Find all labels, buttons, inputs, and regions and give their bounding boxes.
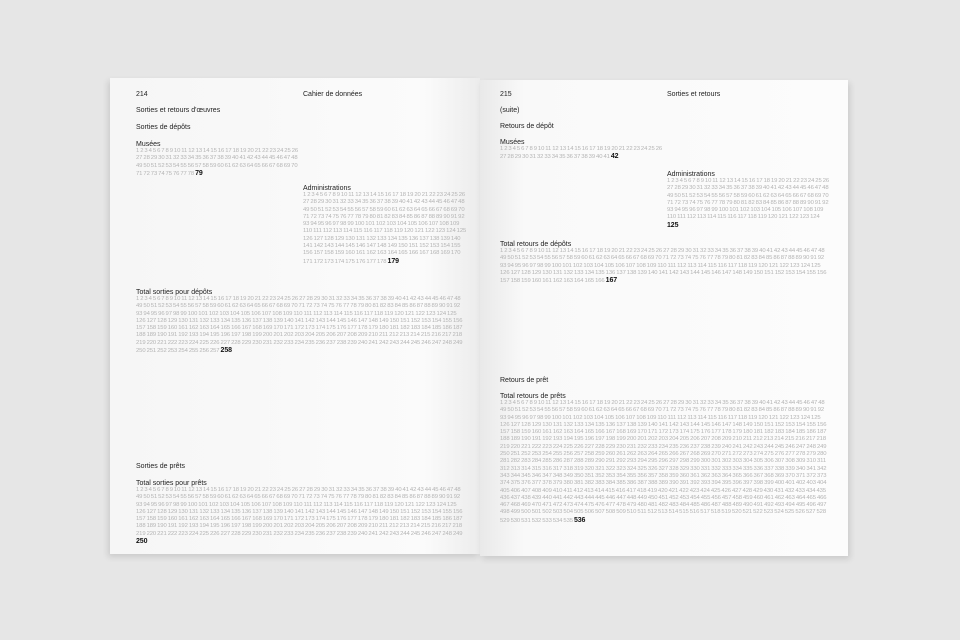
block-label: Administrations bbox=[667, 171, 715, 178]
block-label: Total retours de dépôts bbox=[500, 241, 572, 248]
continued-label: (suite) bbox=[500, 107, 520, 114]
subsection-title: Retours de prêt bbox=[500, 377, 549, 384]
block-label: Total retours de prêts bbox=[500, 393, 566, 400]
total-count: 179 bbox=[387, 257, 399, 265]
page-number: 215 bbox=[500, 91, 512, 98]
number-list: 1 2 3 4 5 6 7 8 9 10 11 12 13 14 15 16 17 18 19 20 21 22 23 24 25 26 27 28 29 30 31 32 33 34 35 36 37 38 39 40 41 42 43 44 45 46 47 48 49 50 51 52 53 54 55 56 57 58 59 60 61 62 63 64 65 66 67 68 69 70 71 72 73 74 75 76 77 78 79 80 81 82 83 84 85 86 87 88 89 90 91 92 93 94 95 96 97 98 99 100 101 102 103 104 105 106 107 108 109 110 111 112 113 114 115 116 117 118 119 120 121 122 123 124 125 126 127 128 129 130 131 132 133 134 135 136 137 138 139 140 141 142 143 144 145 146 147 148 149 150 151 152 153 154 155 156 157 158 159 160 161 162 163 164 165 166 167 168 169 170 171 172 173 174 175 176 177 178 179 bbox=[303, 192, 467, 265]
block-label: Total sorties pour prêts bbox=[136, 480, 207, 487]
subsection-title: Retours de dépôt bbox=[500, 123, 554, 130]
number-list: 1 2 3 4 5 6 7 8 9 10 11 12 13 14 15 16 17 18 19 20 21 22 23 24 25 26 27 28 29 30 31 32 33 34 35 36 37 38 39 40 41 42 bbox=[500, 146, 663, 161]
block-label: Musées bbox=[500, 139, 525, 146]
page-number: 214 bbox=[136, 91, 148, 98]
total-count: 536 bbox=[573, 516, 586, 524]
total-count: 42 bbox=[610, 153, 619, 161]
total-count: 258 bbox=[220, 347, 232, 355]
number-list: 1 2 3 4 5 6 7 8 9 10 11 12 13 14 15 16 17 18 19 20 21 22 23 24 25 26 27 28 29 30 31 32 33 34 35 36 37 38 39 40 41 42 43 44 45 46 47 48 49 50 51 52 53 54 55 56 57 58 59 60 61 62 63 64 65 66 67 68 69 70 71 72 73 74 75 76 77 78 79 80 81 82 83 84 85 86 87 88 89 90 91 92 93 94 95 96 97 98 99 100 101 102 103 104 105 106 107 108 109 110 111 112 113 114 115 116 117 118 119 120 121 122 123 124 125 bbox=[667, 178, 830, 229]
block-label: Musées bbox=[136, 141, 161, 148]
number-list: 1 2 3 4 5 6 7 8 9 10 11 12 13 14 15 16 17 18 19 20 21 22 23 24 25 26 27 28 29 30 31 32 33 34 35 36 37 38 39 40 41 42 43 44 45 46 47 48 49 50 51 52 53 54 55 56 57 58 59 60 61 62 63 64 65 66 67 68 69 70 71 72 73 74 75 76 77 78 79 80 81 82 83 84 85 86 87 88 89 90 91 92 93 94 95 96 97 98 99 100 101 102 103 104 105 106 107 108 109 110 111 112 113 114 115 116 117 118 119 120 121 122 123 124 125 126 127 128 129 130 131 132 133 134 135 136 137 138 139 140 141 142 143 144 145 146 147 148 149 150 151 152 153 154 155 156 157 158 159 160 161 162 163 164 165 166 167 bbox=[500, 248, 827, 285]
number-list: 1 2 3 4 5 6 7 8 9 10 11 12 13 14 15 16 17 18 19 20 21 22 23 24 25 26 27 28 29 30 31 32 33 34 35 36 37 38 39 40 41 42 43 44 45 46 47 48 49 50 51 52 53 54 55 56 57 58 59 60 61 62 63 64 65 66 67 68 69 70 71 72 73 74 75 76 77 78 79 80 81 82 83 84 85 86 87 88 89 90 91 92 93 94 95 96 97 98 99 100 101 102 103 104 105 106 107 108 109 110 111 112 113 114 115 116 117 118 119 120 121 122 123 124 125 126 127 128 129 130 131 132 133 134 135 136 137 138 139 140 141 142 143 144 145 146 147 148 149 150 151 152 153 154 155 156 157 158 159 160 161 162 163 164 165 166 167 168 169 170 171 172 173 174 175 176 177 178 179 180 181 182 183 184 185 186 187 188 189 190 191 192 193 194 195 196 197 198 199 200 201 202 203 204 205 206 207 208 209 210 211 212 213 214 215 216 217 218 219 220 221 222 223 224 225 226 227 228 229 230 231 232 233 234 235 236 237 238 239 240 241 242 243 244 245 246 247 248 249 250 251 252 253 254 255 256 257 258 bbox=[136, 296, 463, 355]
section-title: Sorties et retours d'œuvres bbox=[136, 107, 221, 114]
total-count: 79 bbox=[195, 169, 203, 177]
number-list: 1 2 3 4 5 6 7 8 9 10 11 12 13 14 15 16 17 18 19 20 21 22 23 24 25 26 27 28 29 30 31 32 33 34 35 36 37 38 39 40 41 42 43 44 45 46 47 48 49 50 51 52 53 54 55 56 57 58 59 60 61 62 63 64 65 66 67 68 69 70 71 72 73 74 75 76 77 78 79 bbox=[136, 148, 299, 177]
running-title: Cahier de données bbox=[303, 91, 363, 98]
block-label: Administrations bbox=[303, 185, 351, 192]
number-list: 1 2 3 4 5 6 7 8 9 10 11 12 13 14 15 16 17 18 19 20 21 22 23 24 25 26 27 28 29 30 31 32 33 34 35 36 37 38 39 40 41 42 43 44 45 46 47 48 49 50 51 52 53 54 55 56 57 58 59 60 61 62 63 64 65 66 67 68 69 70 71 72 73 74 75 76 77 78 79 80 81 82 83 84 85 86 87 88 89 90 91 92 93 94 95 96 97 98 99 100 101 102 103 104 105 106 107 108 109 110 111 112 113 114 115 116 117 118 119 120 121 122 123 124 125 126 127 128 129 130 131 132 133 134 135 136 137 138 139 140 141 142 143 144 145 146 147 148 149 150 151 152 153 154 155 156 157 158 159 160 161 162 163 164 165 166 167 168 169 170 171 172 173 174 175 176 177 178 179 180 181 182 183 184 185 186 187 188 189 190 191 192 193 194 195 196 197 198 199 200 201 202 203 204 205 206 207 208 209 210 211 212 213 214 215 216 217 218 219 220 221 222 223 224 225 226 227 228 229 230 231 232 233 234 235 236 237 238 239 240 241 242 243 244 245 246 247 248 249 250 bbox=[136, 487, 463, 546]
total-count: 125 bbox=[667, 221, 679, 229]
block-label: Total sorties pour dépôts bbox=[136, 289, 213, 296]
subsection-title: Sorties de prêts bbox=[136, 463, 186, 470]
subsection-title: Sorties de dépôts bbox=[136, 124, 191, 131]
total-count: 250 bbox=[136, 538, 148, 546]
total-count: 167 bbox=[605, 277, 618, 285]
number-list: 1 2 3 4 5 6 7 8 9 10 11 12 13 14 15 16 17 18 19 20 21 22 23 24 25 26 27 28 29 30 31 32 33 34 35 36 37 38 39 40 41 42 43 44 45 46 47 48 49 50 51 52 53 54 55 56 57 58 59 60 61 62 63 64 65 66 67 68 69 70 71 72 73 74 75 76 77 78 79 80 81 82 83 84 85 86 87 88 89 90 91 92 93 94 95 96 97 98 99 100 101 102 103 104 105 106 107 108 109 110 111 112 113 114 115 116 117 118 119 120 121 122 123 124 125 126 127 128 129 130 131 132 133 134 135 136 137 138 139 140 141 142 143 144 145 146 147 148 149 150 151 152 153 154 155 156 157 158 159 160 161 162 163 164 165 166 167 168 169 170 171 172 173 174 175 176 177 178 179 180 181 182 183 184 185 186 187 188 189 190 191 192 193 194 195 196 197 198 199 200 201 202 203 204 205 206 207 208 209 210 211 212 213 214 215 216 217 218 219 220 221 222 223 224 225 226 227 228 229 230 231 232 233 234 235 236 237 238 239 240 241 242 243 244 245 246 247 248 249 250 251 252 253 254 255 256 257 258 259 260 261 262 263 264 265 266 267 268 269 270 271 272 273 274 275 276 277 278 279 280 281 282 283 284 285 286 287 288 289 290 291 292 293 294 295 296 297 298 299 300 301 302 303 304 305 306 307 308 309 310 311 312 313 314 315 316 317 318 319 320 321 322 323 324 325 326 327 328 329 330 331 332 333 334 335 336 337 338 339 340 341 342 343 344 345 346 347 348 349 350 351 352 353 354 355 356 357 358 359 360 361 362 363 364 365 366 367 368 369 370 371 372 373 374 375 376 377 378 379 380 381 382 383 384 385 386 387 388 389 390 391 392 393 394 395 396 397 398 399 400 401 402 403 404 405 406 407 408 409 410 411 412 413 414 415 416 417 418 419 420 421 422 423 424 425 426 427 428 429 430 431 432 433 434 435 436 437 438 439 440 441 442 443 444 445 446 447 448 449 450 451 452 453 454 455 456 457 458 459 460 461 462 463 464 465 466 467 468 469 470 471 472 473 474 475 476 477 478 479 480 481 482 483 484 485 486 487 488 489 490 491 492 493 494 495 496 497 498 499 500 501 502 503 504 505 506 507 508 509 510 511 512 513 514 515 516 517 518 519 520 521 522 523 524 525 526 527 528 529 530 531 532 533 534 535 536 bbox=[500, 400, 827, 524]
running-title: Sorties et retours bbox=[667, 91, 721, 98]
